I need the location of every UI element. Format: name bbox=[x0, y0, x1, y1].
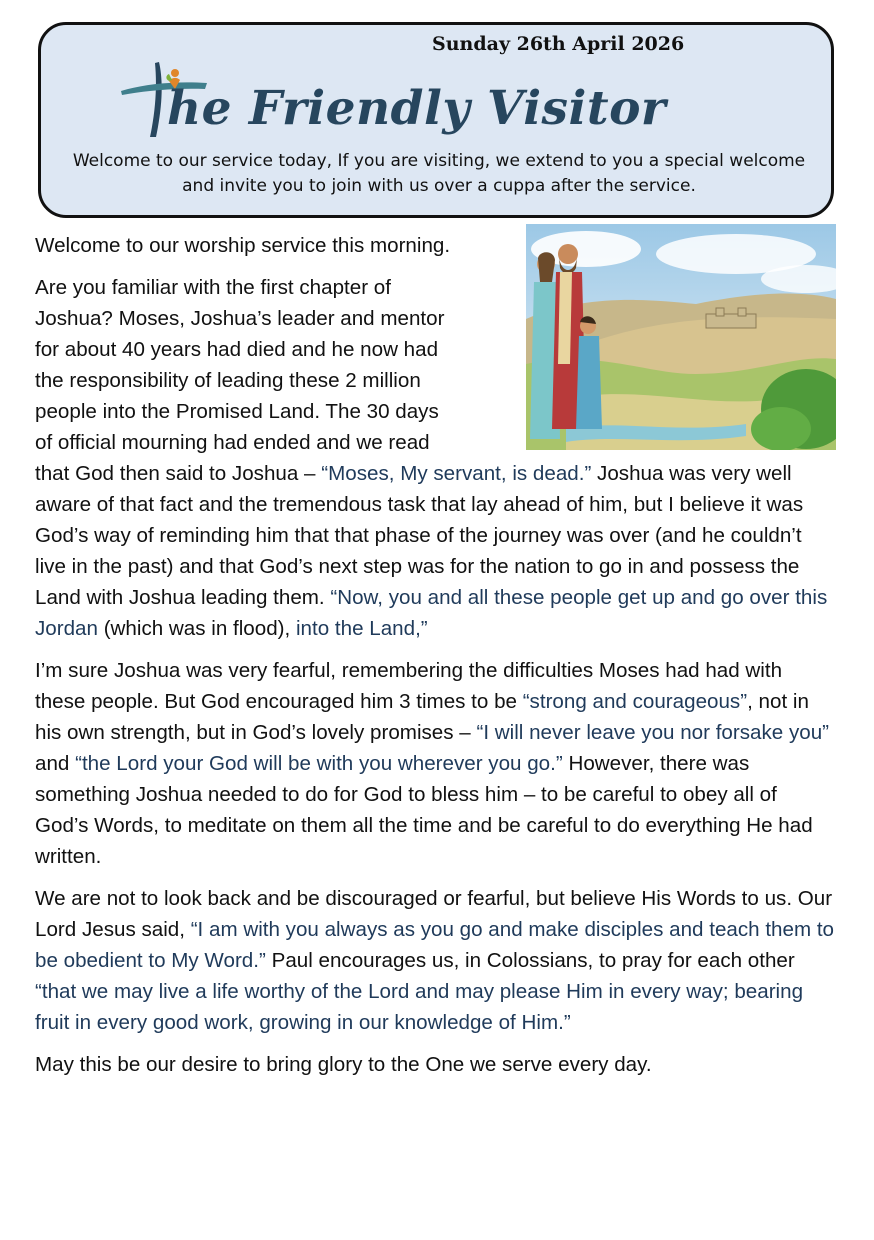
scripture-quote: “I am with you always as you go and make disciples and teach them to be obedient to My Word.” bbox=[35, 918, 835, 972]
article-text: May this be our desire to bring glory to the One we serve every day. bbox=[35, 1053, 652, 1076]
article-text: Welcome to our worship service this morning. bbox=[35, 234, 451, 257]
service-date: Sunday 26th April 2026 bbox=[432, 33, 685, 55]
article-text: and bbox=[35, 752, 76, 775]
article-paragraph bbox=[35, 883, 835, 1038]
article-text: that God then said to Joshua – bbox=[35, 462, 322, 485]
scripture-quote: “the Lord your God will be with you wherever you go.” bbox=[75, 752, 563, 775]
scripture-quote: into the Land,” bbox=[295, 617, 428, 640]
article-text: for about 40 years had died and he now had bbox=[35, 338, 439, 361]
article-paragraph bbox=[35, 1049, 835, 1080]
article-text: Paul encourages us, in Colossians, to pray for each other bbox=[265, 949, 795, 972]
scripture-quote: “Now, you and all these people get up and go over this Jordan bbox=[35, 586, 828, 640]
newsletter-header bbox=[38, 22, 834, 218]
article-text: the responsibility of leading these 2 million bbox=[35, 369, 421, 392]
newsletter-title: he Friendly Visitor bbox=[167, 81, 667, 136]
scripture-quote: “strong and courageous” bbox=[522, 690, 748, 713]
article-text: I’m sure Joshua was very fearful, remembering the difficulties Moses had had with these people. But God encouraged him 3 times to be bbox=[35, 659, 783, 713]
article-paragraph bbox=[35, 230, 835, 261]
article-text: (which was in flood), bbox=[97, 617, 296, 640]
scripture-quote: “Moses, My servant, is dead.” bbox=[321, 462, 592, 485]
article-text: Are you familiar with the first chapter of bbox=[35, 276, 391, 299]
article-text: people into the Promised Land. The 30 days bbox=[35, 400, 439, 423]
article-text: However, there was something Joshua needed to do for God to bless him – to be careful to obey all of God’s Words, to meditate on them all the time and be careful to do everything He had written. bbox=[35, 752, 813, 868]
article-text: We are not to look back and be discouraged or fearful, but believe His Words to us. Our Lord Jesus said, bbox=[35, 887, 833, 941]
visitor-welcome-text: Welcome to our service today, If you are visiting, we extend to you a special welcome and invite you to join with us over a cuppa after the service. bbox=[72, 151, 806, 196]
article-paragraph bbox=[35, 272, 835, 644]
article-text: Joshua? Moses, Joshua’s leader and mentor bbox=[35, 307, 445, 330]
article-text: Joshua was very well aware of that fact and the tremendous task that lay ahead of him, but I believe it was God’s way of reminding him that that phase of the journey was over (and he couldn’t live in the past) and that God’s next step was for the nation to go in and possess the Land with Joshua leading them. bbox=[35, 462, 804, 609]
article-text: of official mourning had ended and we read bbox=[35, 431, 430, 454]
article-text: , not in his own strength, but in God’s lovely promises – bbox=[35, 690, 809, 744]
scripture-quote: “that we may live a life worthy of the Lord and may please Him in every way; bearing fruit in every good work, growing in our knowledge of Him.” bbox=[35, 980, 804, 1034]
scripture-quote: “I will never leave you nor forsake you” bbox=[476, 721, 830, 744]
article-paragraph bbox=[35, 655, 835, 872]
article-body bbox=[35, 230, 835, 1091]
